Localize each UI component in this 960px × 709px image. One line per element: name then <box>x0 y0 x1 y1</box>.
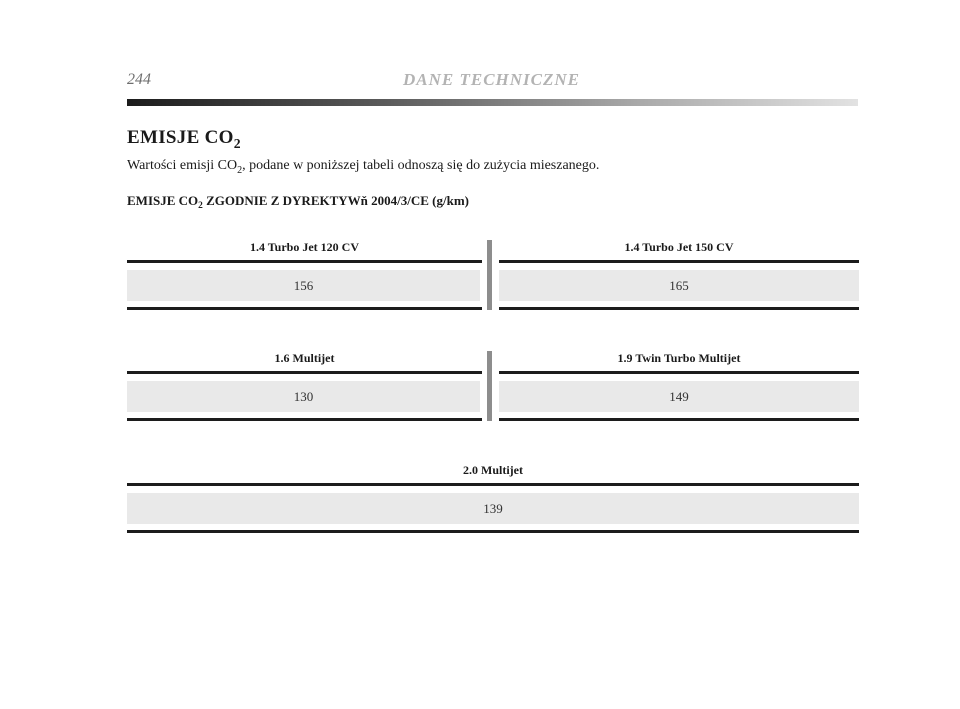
table-caption-subscript: 2 <box>198 201 203 212</box>
page-title-text: EMISJE CO <box>127 127 234 148</box>
page-number: 244 <box>127 71 151 88</box>
column-divider <box>487 351 492 421</box>
emission-value: 130 <box>127 381 480 412</box>
emission-value: 149 <box>499 381 859 412</box>
emissions-table-2 <box>127 351 859 423</box>
table-caption-end: ZGODNIE Z DYREKTYWň 2004/3/CE (g/km) <box>202 193 469 208</box>
engine-label: 2.0 Multijet <box>463 463 523 477</box>
engine-label: 1.6 Multijet <box>274 351 335 365</box>
table-rule-top <box>127 260 482 263</box>
emissions-table-3 <box>127 463 859 535</box>
intro-text-start: Wartości emisji CO <box>127 158 238 173</box>
header-rule <box>127 99 858 106</box>
table-rule-top <box>499 371 859 374</box>
page-title-subscript: 2 <box>233 135 241 151</box>
engine-label: 1.4 Turbo Jet 120 CV <box>249 240 359 254</box>
table-rule-bottom <box>127 418 482 421</box>
column-divider <box>487 240 492 310</box>
table-rule-bottom <box>127 307 482 310</box>
table-rule-bottom <box>127 530 859 533</box>
emission-value: 165 <box>499 270 859 301</box>
engine-label: 1.9 Twin Turbo Multijet <box>617 351 741 365</box>
section-header: DANE TECHNICZNE <box>403 70 580 89</box>
table-rule-top <box>499 260 859 263</box>
emissions-table-1 <box>127 240 859 312</box>
engine-label: 1.4 Turbo Jet 150 CV <box>624 240 734 254</box>
emission-value: 139 <box>127 493 859 524</box>
intro-paragraph <box>127 158 599 174</box>
table-rule-bottom <box>499 418 859 421</box>
intro-text-end: , podane w poniższej tabeli odnoszą się do zużycia mieszanego. <box>242 158 600 173</box>
page-title <box>127 127 241 149</box>
table-rule-top <box>127 483 859 486</box>
table-caption <box>127 193 469 212</box>
table-rule-bottom <box>499 307 859 310</box>
emission-value: 156 <box>127 270 480 301</box>
intro-subscript: 2 <box>237 164 243 176</box>
table-rule-top <box>127 371 482 374</box>
table-caption-start: EMISJE CO <box>127 193 199 208</box>
